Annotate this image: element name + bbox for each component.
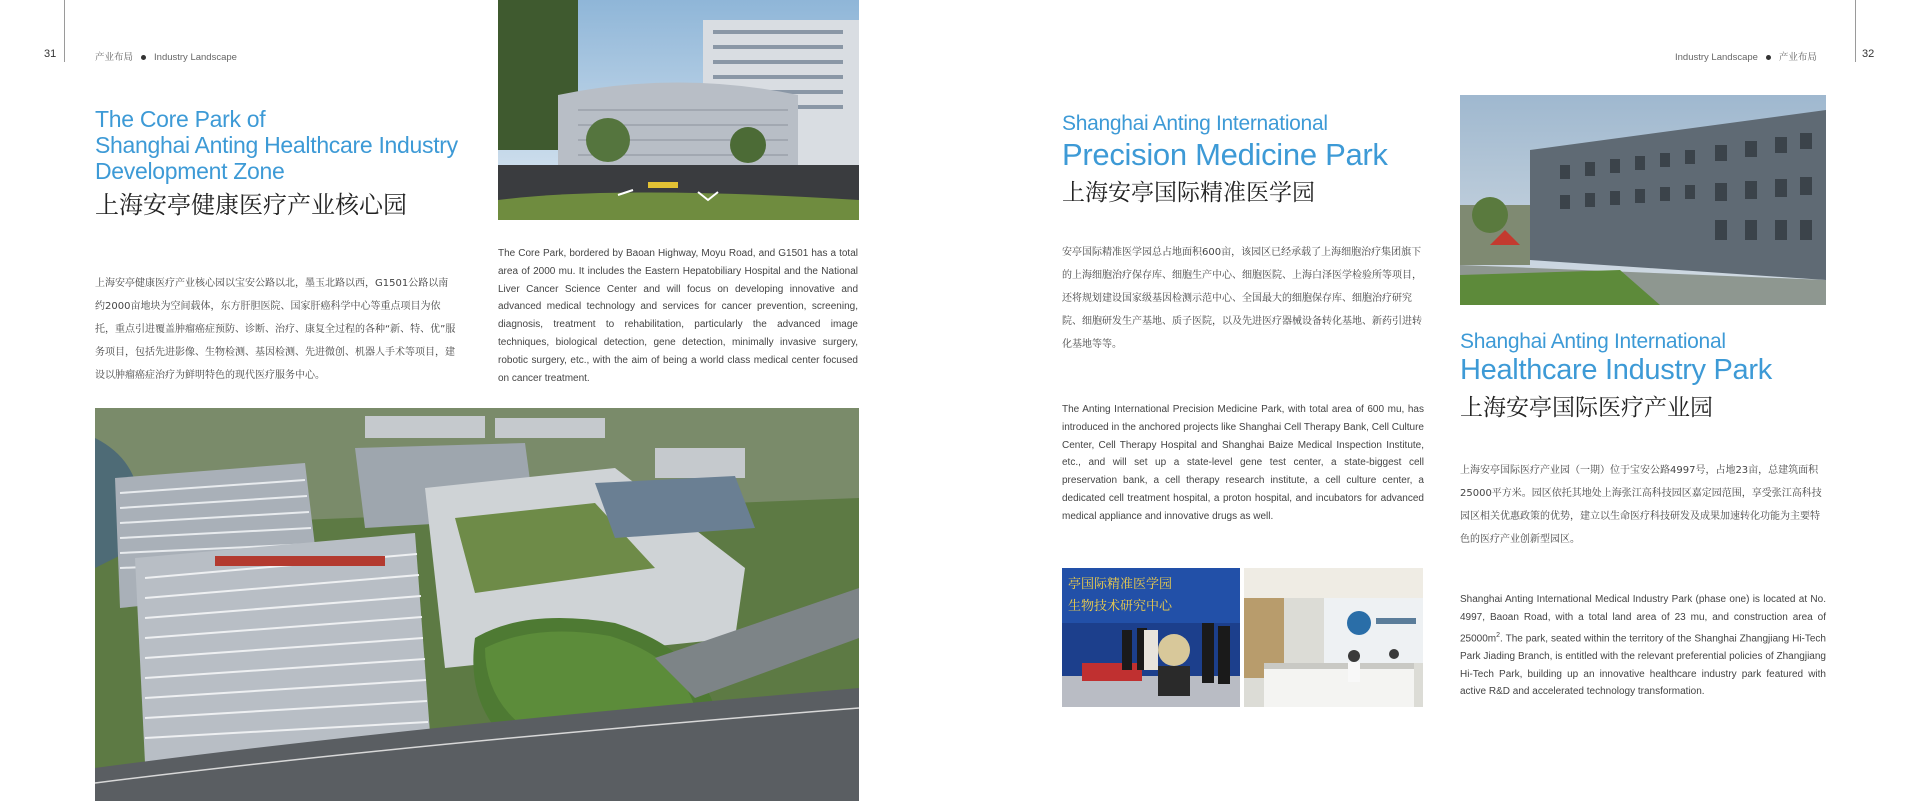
right-page-edge-line xyxy=(1855,0,1856,62)
healthcare-park-title-en-small: Shanghai Anting International xyxy=(1460,330,1726,353)
healthcare-body-en-part-2: . The park, seated within the territory of the Shanghai Zhangjiang Hi-Tech Park Jiading Branch, is entitled with the relevant preferential policies of Zhangjiang Hi-Tech Park, building up an innovative healthcare industry park featured with active R&D and accelerated technology transformation. xyxy=(1460,632,1826,698)
hospital-building-photo xyxy=(498,0,859,220)
aerial-campus-illustration xyxy=(95,408,859,801)
core-park-body-en: The Core Park, bordered by Baoan Highway, Moyu Road, and G1501 has a total area of 2000 mu. It includes the Eastern Hepatobiliary Hospital and the National Liver Cancer Science Center and will focus on developing innovative and advanced medical technology and services for cancer prevention, screening, diagnosis, treatment to rehabilitation, particularly the advanced image techniques, biological detection, gene detection, minimally invasive surgery, robotic surgery, etc., with the aim of being a world class medical center focused on cancer treatment. xyxy=(498,248,858,384)
page-number-right: 32 xyxy=(1862,48,1875,60)
left-page-edge-line xyxy=(64,0,65,62)
superscript-2: 2 xyxy=(1496,631,1501,639)
title-line: The Core Park of xyxy=(95,106,266,132)
bullet-dot xyxy=(141,55,146,60)
precision-park-title-en-large: Precision Medicine Park xyxy=(1062,137,1388,172)
lobby-illustration xyxy=(1244,568,1423,707)
banner-text-line-2: 生物技术研究中心 xyxy=(1068,599,1173,614)
healthcare-park-title-zh: 上海安亭国际医疗产业园 xyxy=(1460,395,1713,421)
core-park-title-zh: 上海安亭健康医疗产业核心园 xyxy=(95,191,407,219)
healthcare-park-title-en-large: Healthcare Industry Park xyxy=(1460,354,1772,386)
healthcare-body-en-part-1: Shanghai Anting International Medical Industry Park (phase one) is located at No. 4997, Baoan Road, with a total land area of 23 mu, and construction area of 25000m xyxy=(1460,594,1826,644)
precision-park-title-en-small: Shanghai Anting International xyxy=(1062,112,1328,135)
title-line: Development Zone xyxy=(95,157,285,184)
banner-text-line-1: 亭国际精准医学园 xyxy=(1068,577,1173,592)
precision-park-title-zh: 上海安亭国际精准医学园 xyxy=(1062,180,1315,206)
healthcare-park-building-photo xyxy=(1460,95,1826,305)
running-head-zh: 产业布局 xyxy=(95,52,134,63)
running-head-left xyxy=(95,49,237,63)
healthcare-park-body-zh: 上海安亭国际医疗产业园（一期）位于宝安公路4997号，占地23亩，总建筑面积25000平方米。园区依托其地处上海张江高科技园区嘉定园范围，享受张江高科技园区相关优惠政策的优势，建立以生命医疗科技研发及成果加速转化功能为主要特色的医疗产业创新型园区。 xyxy=(1460,465,1822,545)
core-park-body-zh: 上海安亭健康医疗产业核心园以宝安公路以北，墨玉北路以西，G1501公路以南约2000亩地块为空间载体，东方肝胆医院、国家肝癌科学中心等重点项目为依托，重点引进覆盖肿瘤癌症预防、诊断、治疗、康复全过程的各种“新、特、优”服务项目，包括先进影像、生物检测、基因检测、先进微创、机器人手术等项目，建设以肿瘤癌症治疗为鲜明特色的现代医疗服务中心。 xyxy=(95,278,456,381)
core-park-title-en xyxy=(95,107,515,184)
running-head-zh: 产业布局 xyxy=(1778,52,1817,63)
ceremony-photo xyxy=(1062,568,1240,707)
running-head-en: Industry Landscape xyxy=(1675,52,1758,63)
healthcare-building-illustration xyxy=(1460,95,1826,305)
bullet-dot xyxy=(1766,55,1771,60)
precision-park-body-zh: 安亭国际精准医学园总占地面积600亩，该园区已经承载了上海细胞治疗集团旗下的上海细胞治疗保存库、细胞生产中心、细胞医院、上海白泽医学检验所等项目，还将规划建设国家级基因检测示范中心、全国最大的细胞保存库、细胞治疗研究院、细胞研发生产基地、质子医院，以及先进医疗器械设备转化基地、新药引进转化基地等等。 xyxy=(1062,247,1422,350)
ceremony-illustration xyxy=(1062,568,1240,707)
running-head-en: Industry Landscape xyxy=(154,52,237,63)
healthcare-park-body-en xyxy=(1460,591,1826,701)
aerial-hospital-campus-photo xyxy=(95,408,859,801)
precision-park-body-en: The Anting International Precision Medicine Park, with total area of 600 mu, has introduced in the anchored projects like Shanghai Cell Therapy Bank, Cell Culture Center, Cell Therapy Hospital and Shanghai Baize Medical Inspection Institute, etc., and will set up a state-level gene test center, a state-biggest cell preservation bank, a cell therapy research institute, a cell culture center, a dedicated cell treatment hospital, a proton hospital, and incubators for advanced medical appliance and innovative drugs as well. xyxy=(1062,404,1424,522)
hospital-building-illustration xyxy=(498,0,859,220)
reception-lobby-photo xyxy=(1244,568,1423,707)
page-number-left: 31 xyxy=(44,48,57,60)
title-line: Shanghai Anting Healthcare Industry xyxy=(95,131,458,158)
running-head-right xyxy=(1675,49,1817,63)
